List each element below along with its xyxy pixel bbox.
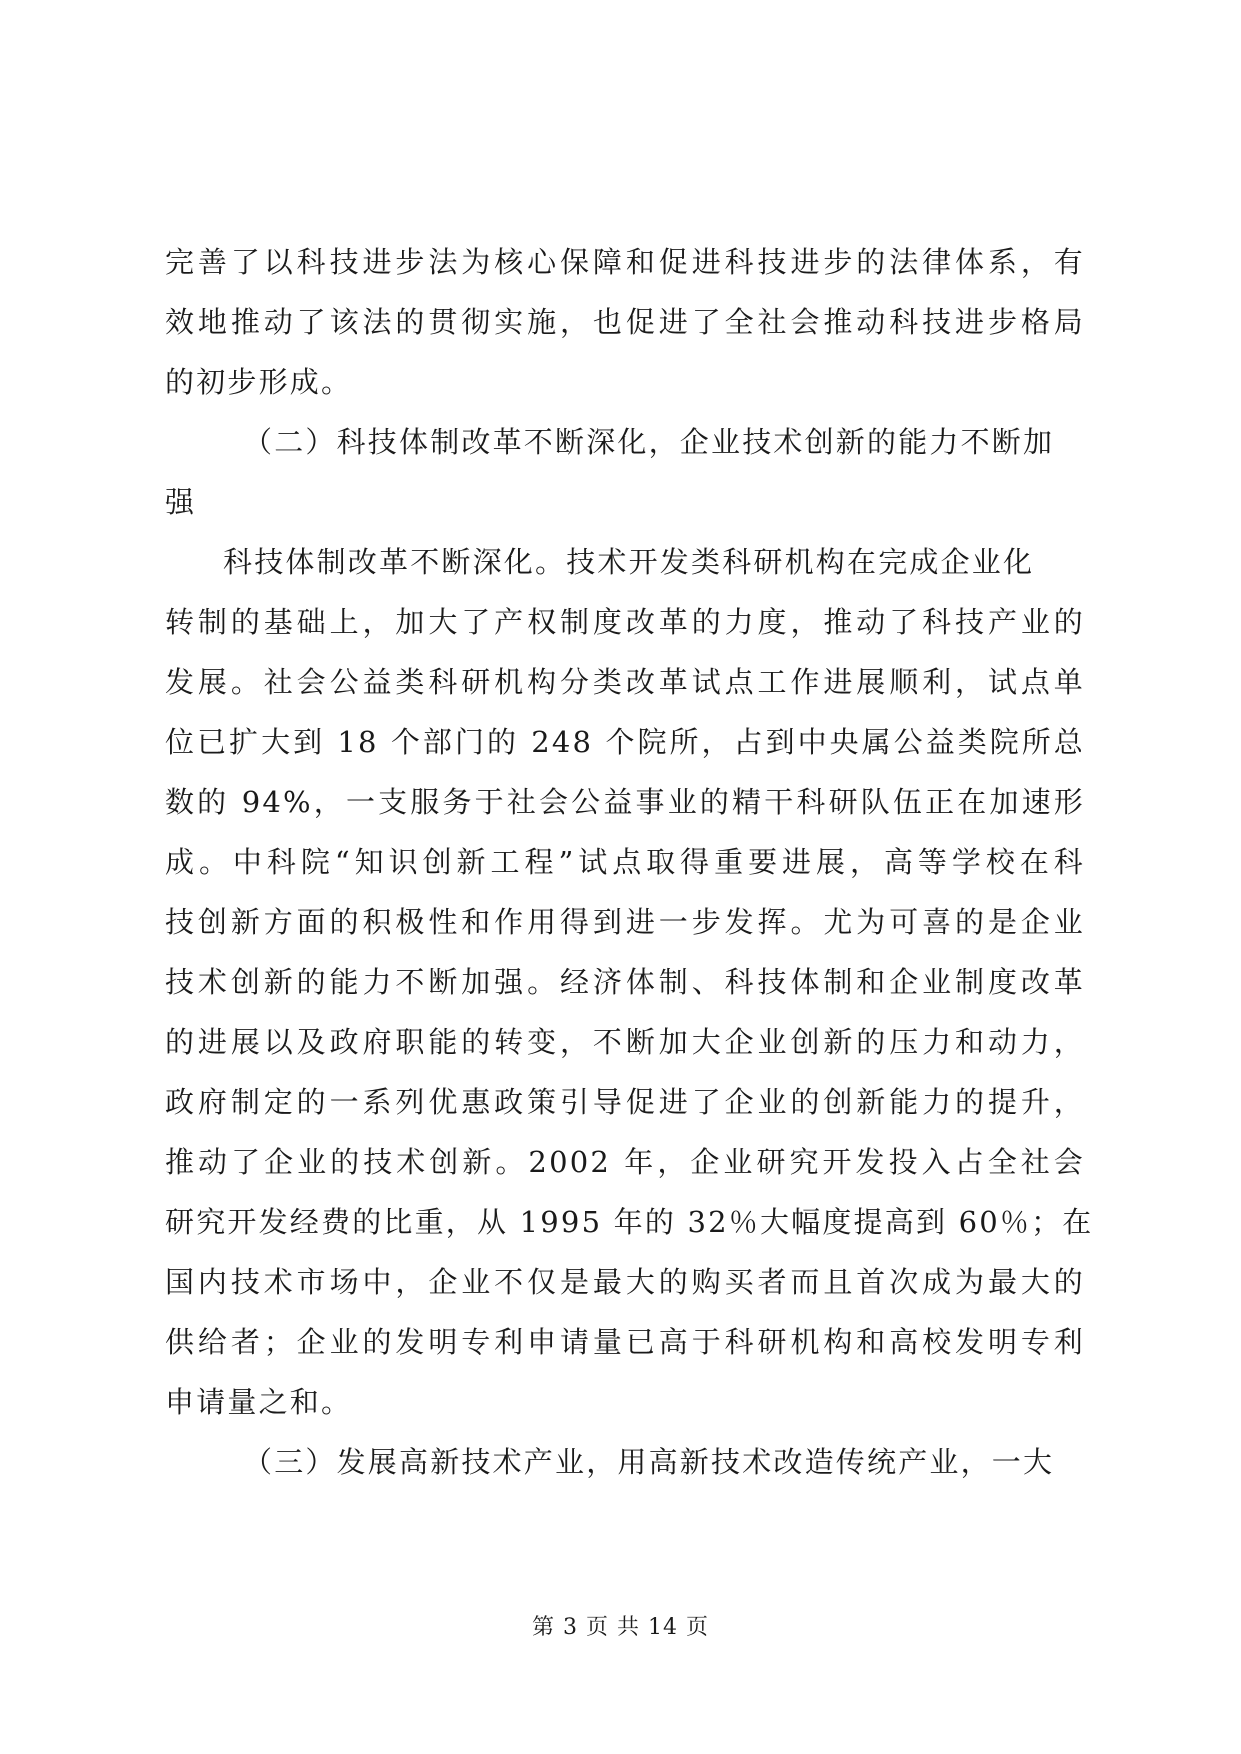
paragraph-line: 供给者；企业的发明专利申请量已高于科研机构和高校发明专利 — [165, 1325, 1085, 1359]
paragraph-line: 技术创新的能力不断加强。经济体制、科技体制和企业制度改革 — [165, 965, 1085, 999]
section-heading-line: 强 — [165, 485, 197, 519]
page-footer — [0, 1610, 1241, 1641]
paragraph-line: 转制的基础上，加大了产权制度改革的力度，推动了科技产业的 — [165, 605, 1085, 639]
paragraph-line: 成。中科院“知识创新工程”试点取得重要进展，高等学校在科 — [165, 845, 1085, 879]
paragraph-line: 效地推动了该法的贯彻实施，也促进了全社会推动科技进步格局 — [165, 305, 1085, 339]
paragraph-line: 科技体制改革不断深化。技术开发类科研机构在完成企业化 — [223, 545, 1035, 579]
paragraph-line: 研究开发经费的比重，从 1995 年的 32％大幅度提高到 60％；在 — [165, 1205, 1094, 1239]
paragraph-line: 政府制定的一系列优惠政策引导促进了企业的创新能力的提升， — [165, 1085, 1085, 1119]
paragraph-line: 完善了以科技进步法为核心保障和促进科技进步的法律体系，有 — [165, 245, 1085, 279]
paragraph-line: 申请量之和。 — [165, 1385, 353, 1419]
paragraph-line: 技创新方面的积极性和作用得到进一步发挥。尤为可喜的是企业 — [165, 905, 1085, 939]
paragraph-line: 数的 94%，一支服务于社会公益事业的精干科研队伍正在加速形 — [165, 785, 1085, 819]
section-heading-line: （二）科技体制改革不断深化，企业技术创新的能力不断加 — [243, 425, 1055, 459]
body-text — [165, 232, 1094, 1492]
paragraph-line: 的初步形成。 — [165, 365, 353, 399]
page-number: 第 3 页 共 14 页 — [532, 1615, 709, 1640]
paragraph-line: 推动了企业的技术创新。2002 年，企业研究开发投入占全社会 — [165, 1145, 1085, 1179]
section-heading-line: （三）发展高新技术产业，用高新技术改造传统产业，一大 — [243, 1445, 1055, 1479]
paragraph-line: 国内技术市场中，企业不仅是最大的购买者而且首次成为最大的 — [165, 1265, 1085, 1299]
paragraph-line: 的进展以及政府职能的转变，不断加大企业创新的压力和动力， — [165, 1025, 1085, 1059]
paragraph-line: 位已扩大到 18 个部门的 248 个院所，占到中央属公益类院所总 — [165, 725, 1085, 759]
paragraph-line: 发展。社会公益类科研机构分类改革试点工作进展顺利，试点单 — [165, 665, 1085, 699]
